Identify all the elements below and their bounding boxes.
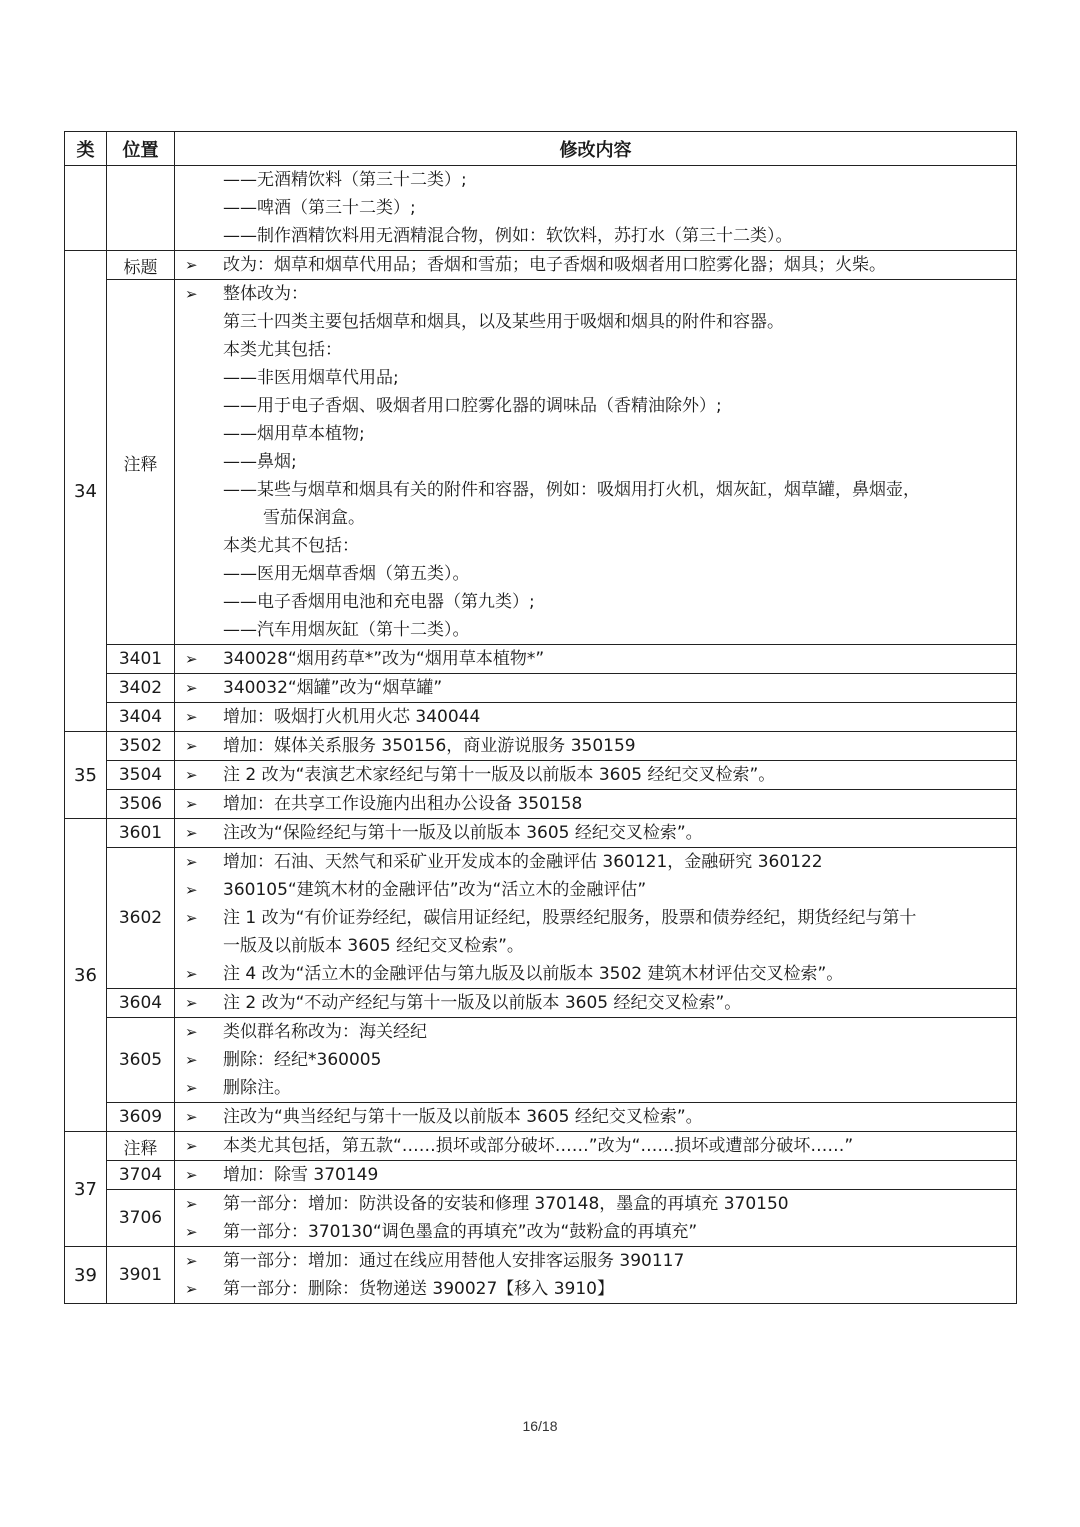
content-line: [175, 392, 1016, 420]
position-cell: 注释: [107, 1132, 175, 1161]
table-row: [65, 1132, 1017, 1161]
page-number: 16/18: [522, 1418, 558, 1434]
position-cell: 3901: [107, 1247, 175, 1304]
content-text: 注改为“典当经纪与第十一版及以前版本 3605 经纪交叉检索”。: [223, 1107, 703, 1127]
arrow-bullet-icon: ➢: [185, 881, 198, 899]
table-row: [65, 645, 1017, 674]
content-cell: [175, 1132, 1017, 1161]
content-text: ——鼻烟;: [223, 452, 297, 472]
arrow-bullet-icon: ➢: [185, 1079, 198, 1097]
content-text: 360105“建筑木材的金融评估”改为“活立木的金融评估”: [223, 880, 647, 900]
arrow-bullet-icon: ➢: [185, 1280, 198, 1298]
table-header-row: [65, 132, 1017, 166]
position-cell: 3706: [107, 1190, 175, 1247]
table-row: [65, 166, 1017, 251]
content-cell: [175, 280, 1017, 645]
content-text: 第一部分：删除：货物递送 390027【移入 3910】: [223, 1279, 614, 1299]
arrow-bullet-icon: ➢: [185, 679, 198, 697]
content-text: 340028“烟用药草*”改为“烟用草本植物*”: [223, 649, 545, 669]
content-line: [175, 476, 1016, 504]
content-line: [175, 645, 1016, 673]
content-line: [175, 1074, 1016, 1102]
content-text: 340032“烟罐”改为“烟草罐”: [223, 678, 443, 698]
content-cell: [175, 790, 1017, 819]
content-text: ——无酒精饮料（第三十二类）;: [223, 170, 467, 190]
table-row: [65, 790, 1017, 819]
content-text: 注 2 改为“表演艺术家经纪与第十一版及以前版本 3605 经纪交叉检索”。: [223, 765, 776, 785]
content-text: ——非医用烟草代用品;: [223, 368, 399, 388]
content-text: 第一部分：370130“调色墨盒的再填充”改为“鼓粉盒的再填充”: [223, 1222, 698, 1242]
arrow-bullet-icon: ➢: [185, 650, 198, 668]
content-line: [175, 532, 1016, 560]
arrow-bullet-icon: ➢: [185, 909, 198, 927]
content-text: 删除注。: [223, 1078, 291, 1098]
arrow-bullet-icon: ➢: [185, 285, 198, 303]
table-row: [65, 703, 1017, 732]
arrow-bullet-icon: ➢: [185, 824, 198, 842]
content-line: [175, 194, 1016, 222]
arrow-bullet-icon: ➢: [185, 965, 198, 983]
content-text: 注 1 改为“有价证券经纪，碳信用证经纪，股票经纪服务，股票和债券经纪，期货经纪与第十: [223, 908, 917, 928]
arrow-bullet-icon: ➢: [185, 766, 198, 784]
content-line: [175, 703, 1016, 731]
class-cell: 36: [65, 819, 107, 1132]
content-cell: [175, 703, 1017, 732]
content-text: ——用于电子香烟、吸烟者用口腔雾化器的调味品（香精油除外）;: [223, 396, 722, 416]
content-text: 注改为“保险经纪与第十一版及以前版本 3605 经纪交叉检索”。: [223, 823, 703, 843]
content-line: [175, 790, 1016, 818]
position-cell: 3704: [107, 1161, 175, 1190]
arrow-bullet-icon: ➢: [185, 795, 198, 813]
position-cell: [107, 166, 175, 251]
table-row: [65, 819, 1017, 848]
content-text: 第一部分：增加：防洪设备的安装和修理 370148，墨盒的再填充 370150: [223, 1194, 789, 1214]
content-line: [175, 674, 1016, 702]
content-text: ——电子香烟用电池和充电器（第九类）;: [223, 592, 535, 612]
content-text: 一版及以前版本 3605 经纪交叉检索”。: [223, 936, 524, 956]
content-cell: [175, 1103, 1017, 1132]
arrow-bullet-icon: ➢: [185, 1252, 198, 1270]
table-row: [65, 1247, 1017, 1304]
content-text: 增加：除雪 370149: [223, 1165, 379, 1185]
arrow-bullet-icon: ➢: [185, 1223, 198, 1241]
content-text: 增加：在共享工作设施内出租办公设备 350158: [223, 794, 583, 814]
arrow-bullet-icon: ➢: [185, 994, 198, 1012]
content-text: 本类尤其包括，第五款“……损坏或部分破坏……”改为“……损坏或遭部分破坏……”: [223, 1136, 854, 1156]
content-text: 第三十四类主要包括烟草和烟具，以及某些用于吸烟和烟具的附件和容器。: [223, 312, 784, 332]
table-row: [65, 251, 1017, 280]
content-line: [175, 336, 1016, 364]
content-cell: [175, 1190, 1017, 1247]
header-class: 类: [65, 132, 107, 166]
content-text: 增加：吸烟打火机用火芯 340044: [223, 707, 481, 727]
content-cell: [175, 1161, 1017, 1190]
content-line: [175, 989, 1016, 1017]
content-cell: [175, 989, 1017, 1018]
position-cell: 标题: [107, 251, 175, 280]
content-cell: [175, 732, 1017, 761]
content-text: 注 2 改为“不动产经纪与第十一版及以前版本 3605 经纪交叉检索”。: [223, 993, 742, 1013]
content-text: ——制作酒精饮料用无酒精混合物，例如：软饮料，苏打水（第三十二类）。: [223, 226, 793, 246]
position-cell: 3605: [107, 1018, 175, 1103]
content-line: [175, 848, 1016, 876]
content-line: [175, 761, 1016, 789]
content-line: [175, 616, 1016, 644]
content-line: [175, 364, 1016, 392]
content-cell: [175, 761, 1017, 790]
content-line: [175, 960, 1016, 988]
table-row: [65, 989, 1017, 1018]
content-line: [175, 1275, 1016, 1303]
content-line: [175, 1132, 1016, 1160]
content-text: 改为：烟草和烟草代用品；香烟和雪茄；电子香烟和吸烟者用口腔雾化器；烟具；火柴。: [223, 255, 886, 275]
class-cell: 34: [65, 251, 107, 732]
content-line: [175, 504, 1016, 532]
content-line: [175, 1046, 1016, 1074]
content-line: [175, 819, 1016, 847]
content-text: 增加：石油、天然气和采矿业开发成本的金融评估 360121，金融研究 360122: [223, 852, 823, 872]
content-line: [175, 251, 1016, 279]
content-text: 删除：经纪*360005: [223, 1050, 382, 1070]
position-cell: 3602: [107, 848, 175, 989]
content-cell: [175, 674, 1017, 703]
table-row: [65, 761, 1017, 790]
table-row: [65, 1190, 1017, 1247]
header-content: 修改内容: [175, 132, 1017, 166]
content-cell: [175, 1018, 1017, 1103]
content-cell: [175, 1247, 1017, 1304]
content-line: [175, 560, 1016, 588]
class-cell: 35: [65, 732, 107, 819]
table-row: [65, 732, 1017, 761]
content-line: [175, 1190, 1016, 1218]
position-cell: 3504: [107, 761, 175, 790]
content-text: ——某些与烟草和烟具有关的附件和容器，例如：吸烟用打火机，烟灰缸，烟草罐，鼻烟壶，: [223, 480, 920, 500]
arrow-bullet-icon: ➢: [185, 708, 198, 726]
arrow-bullet-icon: ➢: [185, 1137, 198, 1155]
position-cell: 3502: [107, 732, 175, 761]
content-cell: [175, 819, 1017, 848]
table-row: [65, 1161, 1017, 1190]
position-cell: 3404: [107, 703, 175, 732]
content-cell: [175, 251, 1017, 280]
content-line: [175, 1018, 1016, 1046]
content-text: 第一部分：增加：通过在线应用替他人安排客运服务 390117: [223, 1251, 685, 1271]
arrow-bullet-icon: ➢: [185, 737, 198, 755]
content-text: ——烟用草本植物;: [223, 424, 365, 444]
table-row: [65, 848, 1017, 989]
content-line: [175, 222, 1016, 250]
content-line: [175, 448, 1016, 476]
table-body: [65, 166, 1017, 1304]
content-line: [175, 1161, 1016, 1189]
content-text: ——医用无烟草香烟（第五类）。: [223, 564, 470, 584]
content-text: 增加：媒体关系服务 350156，商业游说服务 350159: [223, 736, 636, 756]
position-cell: 3609: [107, 1103, 175, 1132]
content-line: [175, 904, 1016, 932]
arrow-bullet-icon: ➢: [185, 1108, 198, 1126]
content-line: [175, 420, 1016, 448]
arrow-bullet-icon: ➢: [185, 256, 198, 274]
content-line: [175, 166, 1016, 194]
content-cell: [175, 645, 1017, 674]
content-text: 本类尤其包括：: [223, 340, 342, 360]
table-row: [65, 1103, 1017, 1132]
content-text: 注 4 改为“活立木的金融评估与第九版及以前版本 3502 建筑木材评估交叉检索”。: [223, 964, 844, 984]
table-row: [65, 1018, 1017, 1103]
content-cell: [175, 848, 1017, 989]
arrow-bullet-icon: ➢: [185, 1195, 198, 1213]
header-position: 位置: [107, 132, 175, 166]
content-cell: [175, 166, 1017, 251]
content-text: 本类尤其不包括：: [223, 536, 359, 556]
arrow-bullet-icon: ➢: [185, 1051, 198, 1069]
position-cell: 3506: [107, 790, 175, 819]
position-cell: 注释: [107, 280, 175, 645]
content-line: [175, 1103, 1016, 1131]
content-line: [175, 732, 1016, 760]
content-line: [175, 280, 1016, 308]
content-line: [175, 932, 1016, 960]
arrow-bullet-icon: ➢: [185, 853, 198, 871]
table-row: [65, 280, 1017, 645]
class-cell: 39: [65, 1247, 107, 1304]
content-text: ——汽车用烟灰缸（第十二类）。: [223, 620, 470, 640]
position-cell: 3601: [107, 819, 175, 848]
content-text: ——啤酒（第三十二类）;: [223, 198, 416, 218]
content-line: [175, 1218, 1016, 1246]
content-text: 雪茄保润盒。: [263, 508, 365, 528]
position-cell: 3604: [107, 989, 175, 1018]
position-cell: 3401: [107, 645, 175, 674]
content-line: [175, 588, 1016, 616]
content-text: 整体改为：: [223, 284, 308, 304]
content-line: [175, 876, 1016, 904]
content-text: 类似群名称改为：海关经纪: [223, 1022, 427, 1042]
content-line: [175, 1247, 1016, 1275]
position-cell: 3402: [107, 674, 175, 703]
amendment-table: [64, 131, 1017, 1304]
content-line: [175, 308, 1016, 336]
class-cell: 37: [65, 1132, 107, 1247]
arrow-bullet-icon: ➢: [185, 1166, 198, 1184]
class-cell: [65, 166, 107, 251]
table-row: [65, 674, 1017, 703]
arrow-bullet-icon: ➢: [185, 1023, 198, 1041]
